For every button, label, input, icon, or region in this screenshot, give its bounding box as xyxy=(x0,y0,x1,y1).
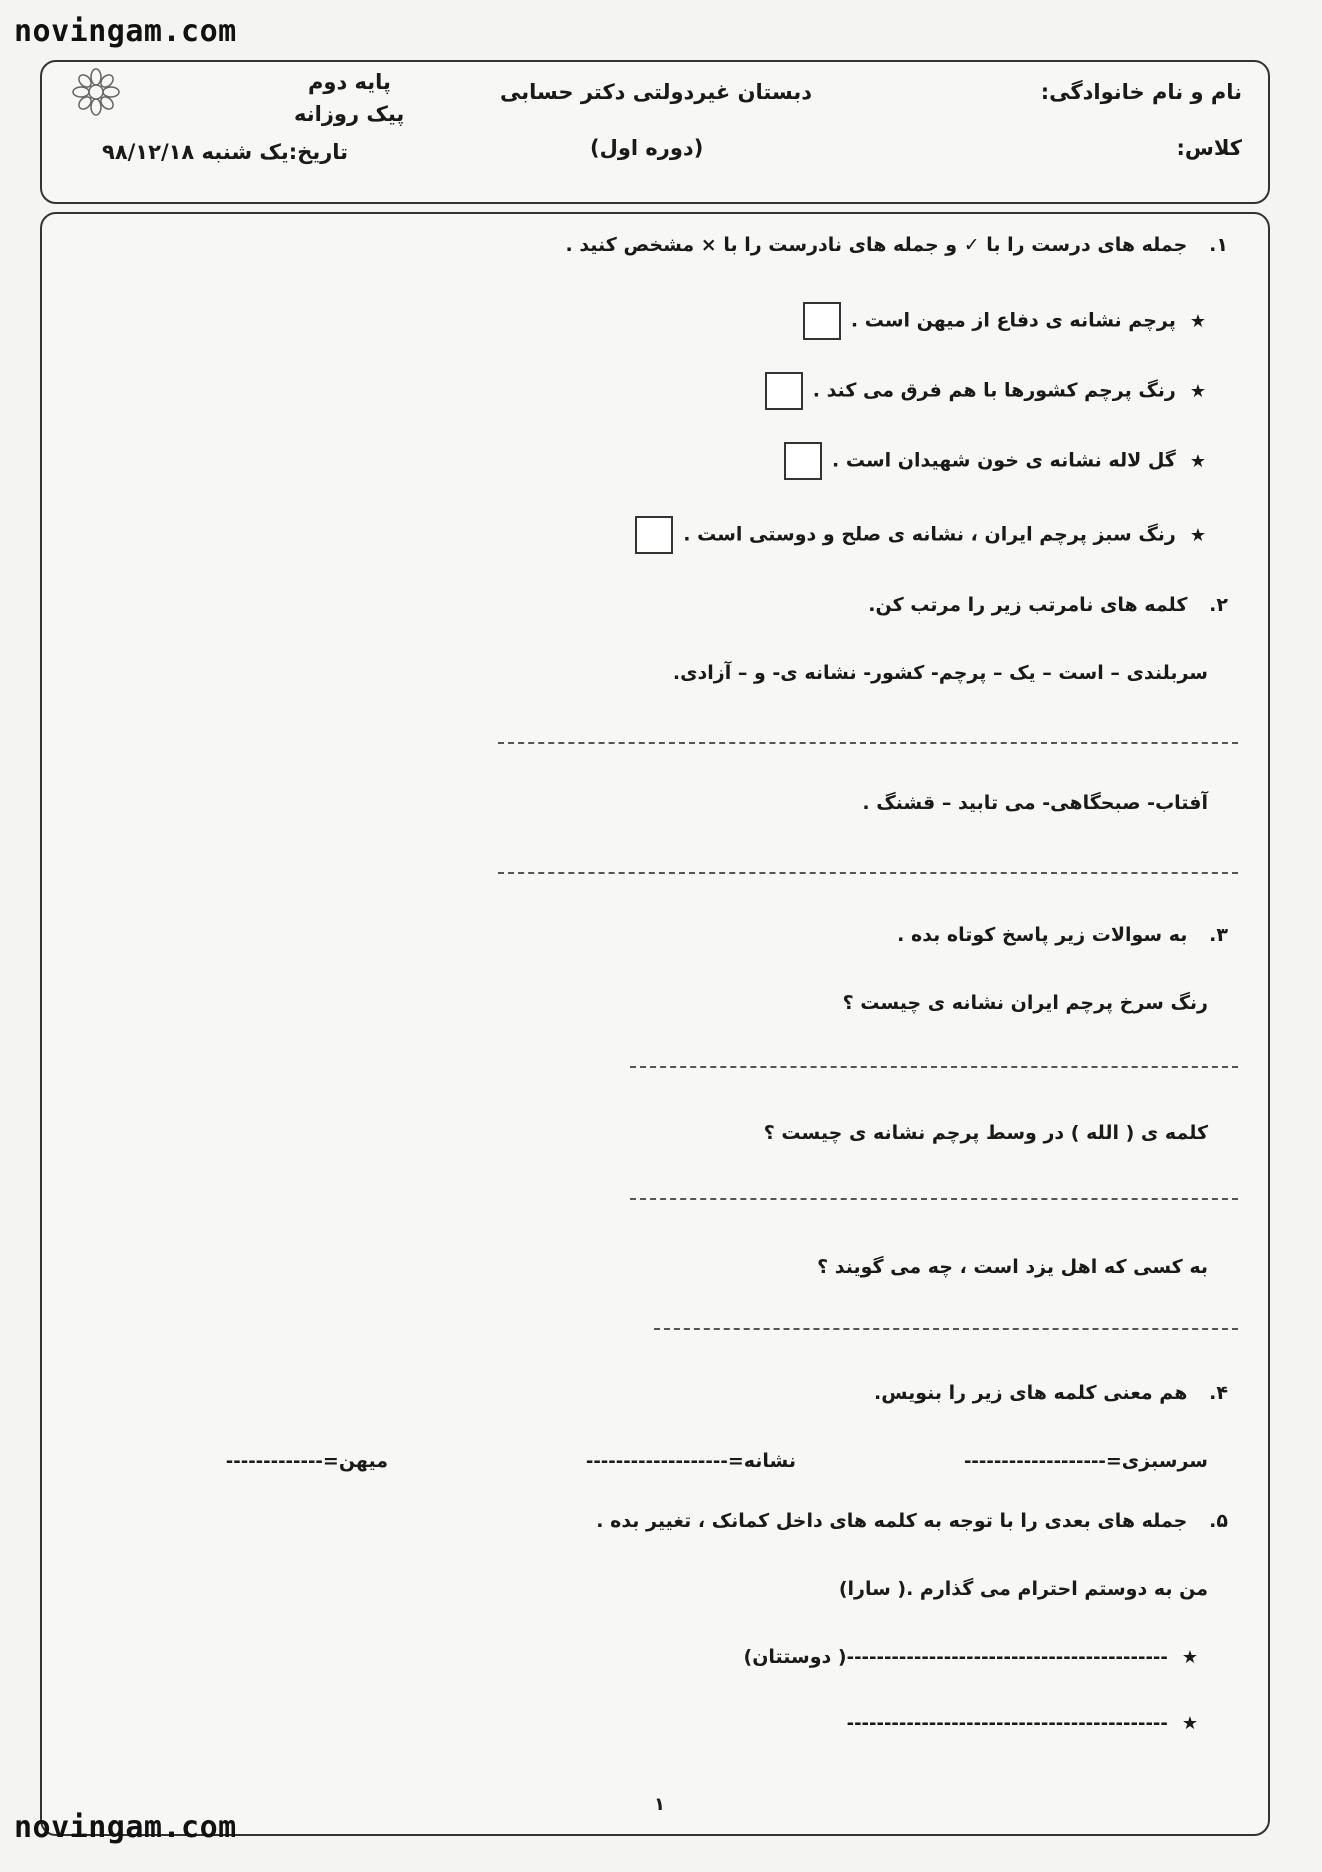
answer-line[interactable] xyxy=(654,1328,1238,1330)
question-number: ۵. xyxy=(1209,1510,1228,1532)
star-icon: ★ xyxy=(1189,450,1206,472)
q3-item-3: به کسی که اهل یزد است ، چه می گویند ؟ xyxy=(817,1256,1208,1278)
name-label: نام و نام خانوادگی: xyxy=(1040,80,1242,104)
watermark-top: novingam.com xyxy=(14,14,237,49)
grade-label: پایه دوم xyxy=(308,70,391,94)
q1-item-3: ★گل لاله نشانه ی خون شهیدان است . xyxy=(784,442,1206,480)
question-text: جمله های درست را با ✓ و جمله های نادرست را با × مشخص کنید . xyxy=(565,234,1188,256)
q4-word-1: سرسبزی=------------------- xyxy=(963,1450,1208,1472)
q1-item-4: ★رنگ سبز پرچم ایران ، نشانه ی صلح و دوستی است . xyxy=(635,516,1206,554)
star-icon: ★ xyxy=(1181,1713,1198,1734)
question-number: ۳. xyxy=(1209,924,1228,946)
question-2 xyxy=(868,594,1228,616)
answer-checkbox[interactable] xyxy=(635,516,673,554)
question-1 xyxy=(565,234,1228,256)
question-text: به سوالات زیر پاسخ کوتاه بده . xyxy=(897,924,1188,946)
date-label: تاریخ:یک شنبه ۹۸/۱۲/۱۸ xyxy=(102,140,349,164)
answer-checkbox[interactable] xyxy=(803,302,841,340)
q1-item-1: ★پرچم نشانه ی دفاع از میهن است . xyxy=(803,302,1206,340)
question-3 xyxy=(897,924,1228,946)
q3-item-2: کلمه ی ( الله ) در وسط پرچم نشانه ی چیست ؟ xyxy=(763,1122,1208,1144)
q4-word-3: میهن=------------- xyxy=(225,1450,388,1472)
worksheet-body xyxy=(40,212,1270,1836)
period-label: (دوره اول) xyxy=(590,136,704,160)
daily-label: پیک روزانه xyxy=(294,102,405,126)
class-label: کلاس: xyxy=(1176,136,1242,160)
school-name: دبستان غیردولتی دکتر حسابی xyxy=(500,80,813,104)
header-box xyxy=(40,60,1270,204)
star-icon: ★ xyxy=(1189,380,1206,402)
star-icon: ★ xyxy=(1189,310,1206,332)
question-4 xyxy=(874,1382,1228,1404)
question-text: جمله های بعدی را با توجه به کلمه های داخل کمانک ، تغییر بده . xyxy=(596,1510,1188,1532)
answer-line[interactable] xyxy=(630,1066,1238,1068)
q5-line-2: ★------------------------------------------- xyxy=(846,1713,1198,1734)
flower-emblem-icon xyxy=(68,64,124,120)
answer-line[interactable] xyxy=(498,872,1238,874)
answer-line[interactable] xyxy=(630,1198,1238,1200)
q2-item-2: آفتاب- صبحگاهی- می تابید – قشنگ . xyxy=(862,792,1208,814)
q2-item-1: سربلندی – است – یک – پرچم- کشور- نشانه ی- و – آزادی. xyxy=(672,662,1208,684)
q3-item-1: رنگ سرخ پرچم ایران نشانه ی چیست ؟ xyxy=(842,992,1208,1014)
question-number: ۱. xyxy=(1209,234,1228,256)
question-number: ۴. xyxy=(1209,1382,1228,1404)
star-icon: ★ xyxy=(1189,524,1206,546)
page-number: ۱ xyxy=(654,1794,665,1815)
q1-item-2: ★رنگ پرچم کشورها با هم فرق می کند . xyxy=(765,372,1206,410)
question-text: کلمه های نامرتب زیر را مرتب کن. xyxy=(868,594,1188,616)
answer-checkbox[interactable] xyxy=(784,442,822,480)
q4-word-2: نشانه=------------------- xyxy=(585,1450,796,1472)
answer-checkbox[interactable] xyxy=(765,372,803,410)
question-5 xyxy=(596,1510,1228,1532)
question-number: ۲. xyxy=(1209,594,1228,616)
watermark-bottom: novingam.com xyxy=(14,1810,237,1845)
question-text: هم معنی کلمه های زیر را بنویس. xyxy=(874,1382,1188,1404)
q5-sentence: من به دوستم احترام می گذارم .( سارا) xyxy=(838,1578,1208,1600)
star-icon: ★ xyxy=(1181,1647,1198,1668)
answer-line[interactable] xyxy=(498,742,1238,744)
q5-line-1: ★-------------------------------------------( دوستتان) xyxy=(743,1646,1198,1668)
